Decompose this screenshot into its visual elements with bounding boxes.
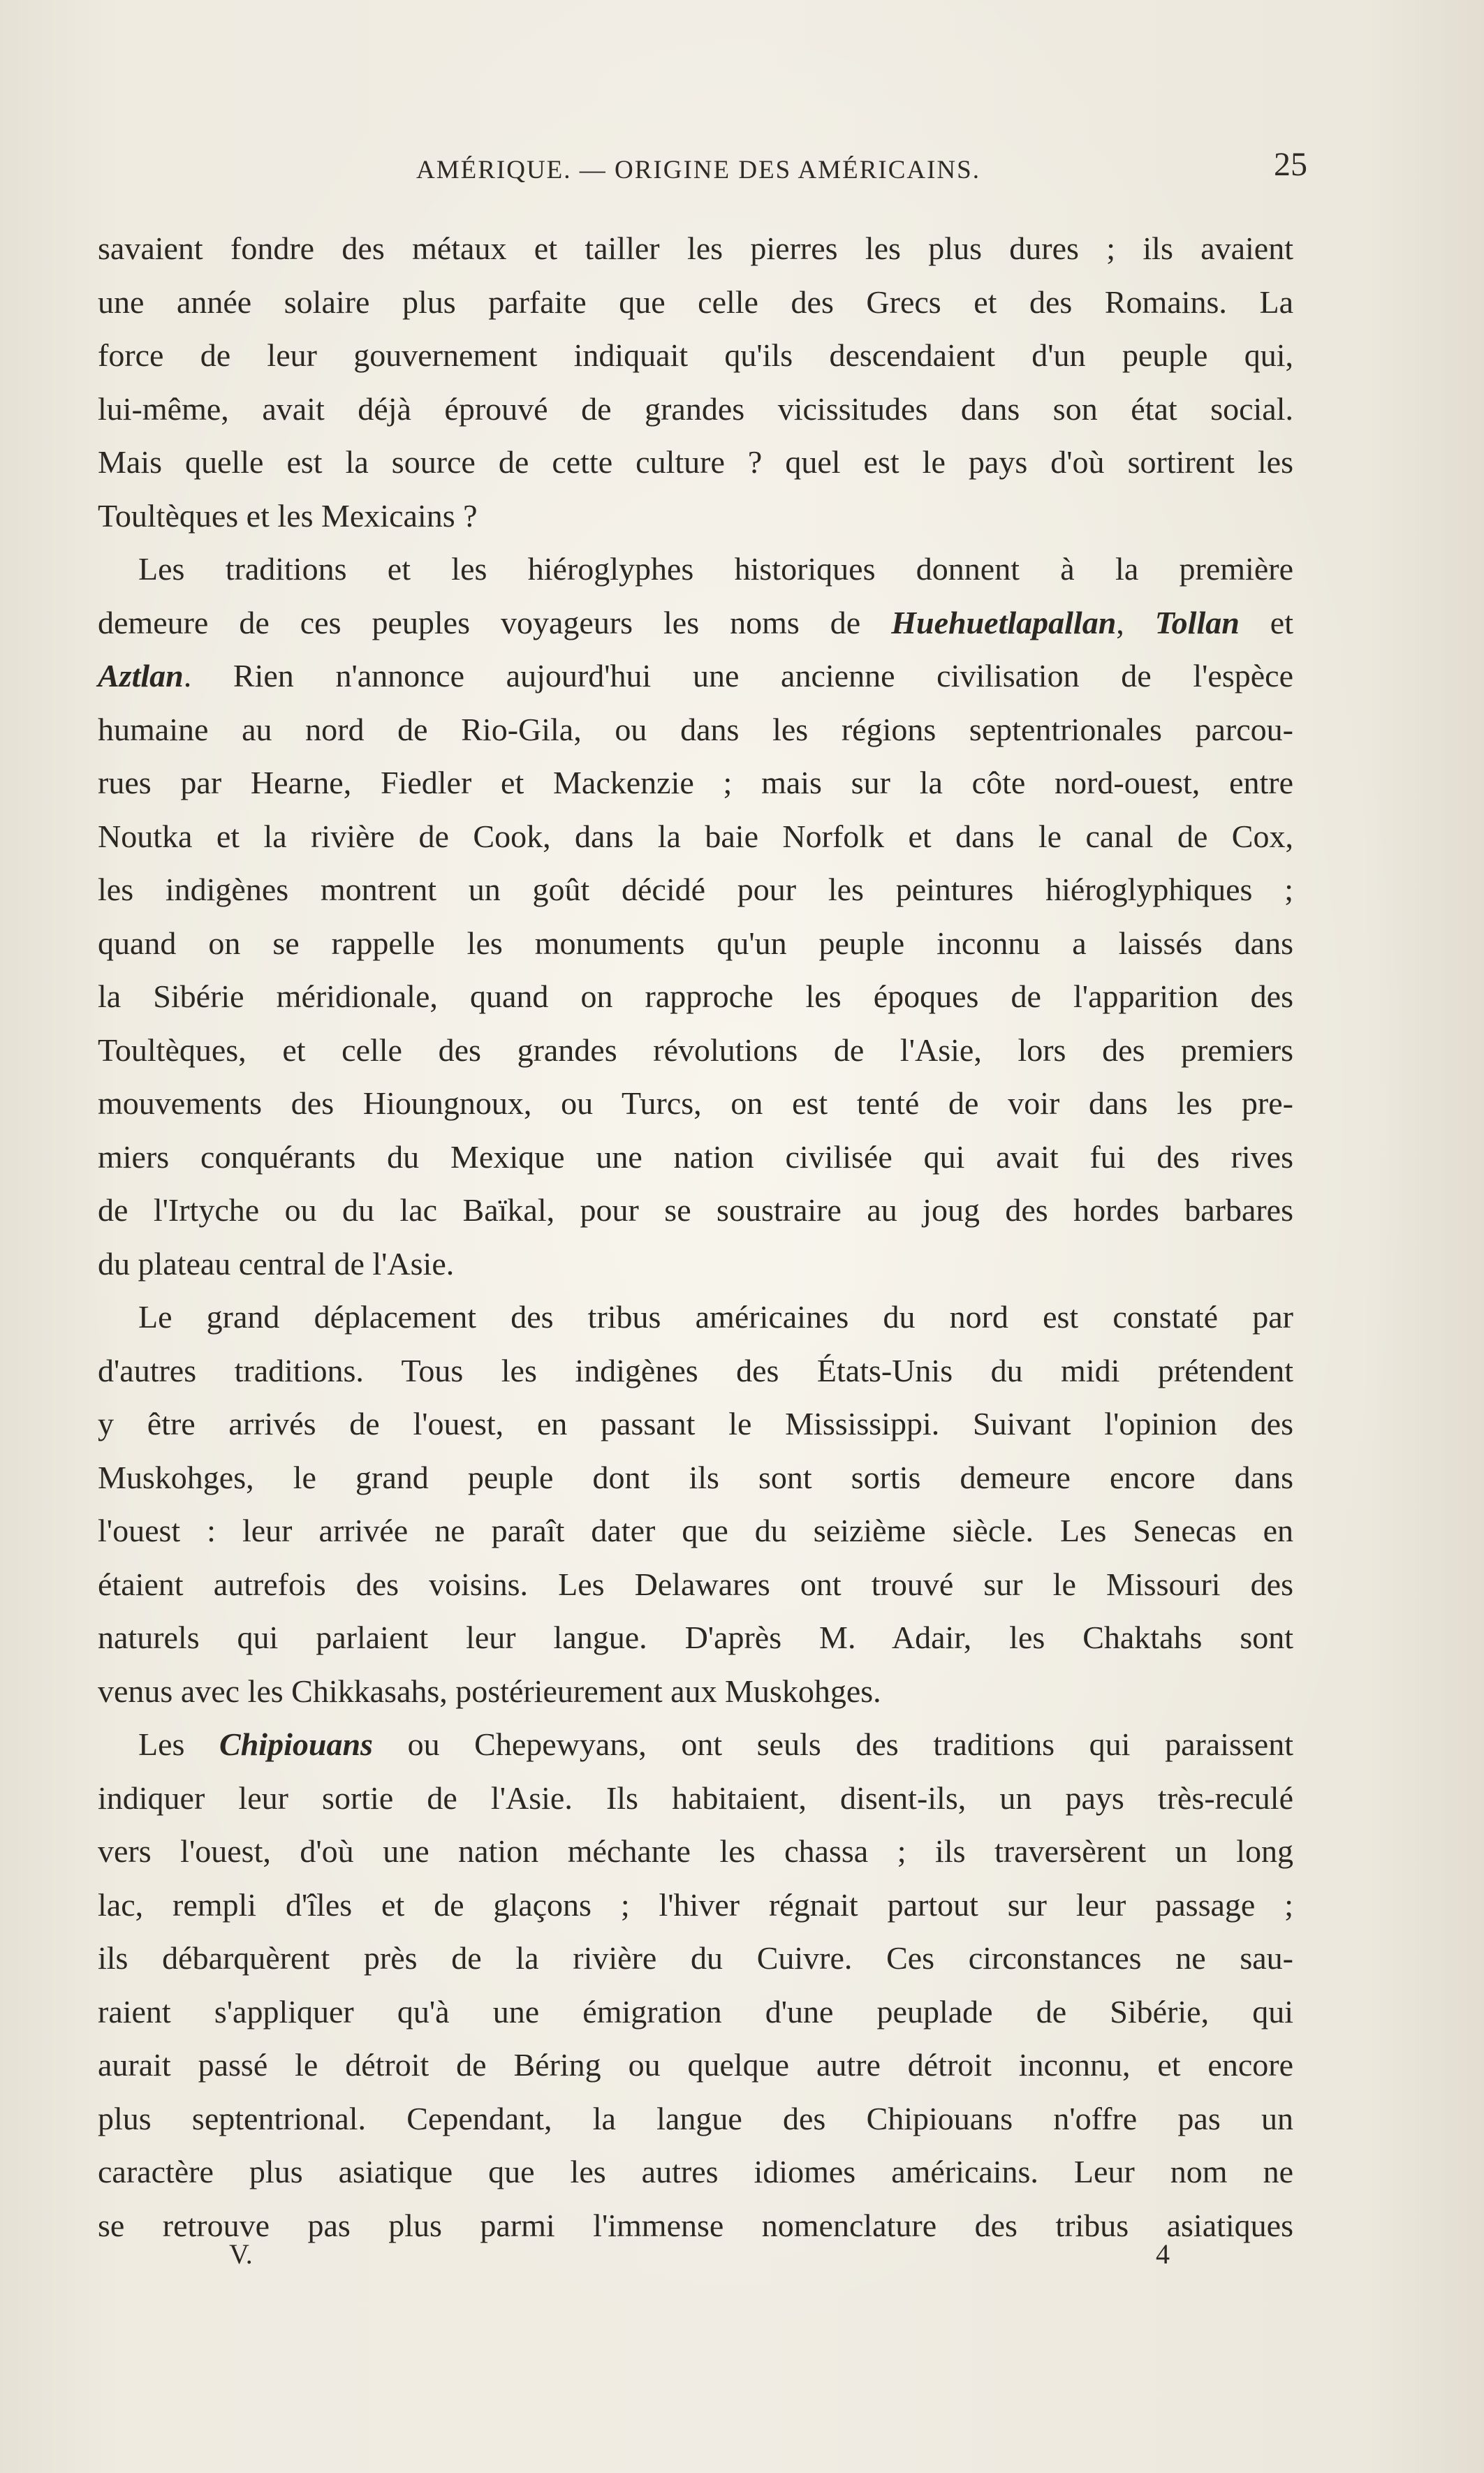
text-line (98, 1879, 1293, 1932)
signature-volume: V. (229, 2238, 253, 2270)
text-line (98, 383, 1293, 436)
running-head (98, 145, 1307, 194)
text-segment: étaient autrefois des voisins. Les Delawares ont trouvé sur le Missouri des (98, 1566, 1293, 1602)
text-line (98, 543, 1293, 596)
text-segment: aurait passé le détroit de Béring ou quelque autre détroit inconnu, et encore (98, 2047, 1293, 2083)
text-segment: force de leur gouvernement indiquait qu'ils descendaient d'un peuple qui, (98, 337, 1293, 373)
text-segment: une année solaire plus parfaite que celle des Grecs et des Romains. La (98, 284, 1293, 320)
text-line (98, 1718, 1293, 1772)
text-segment: venus avec les Chikkasahs, postérieurement aux Muskohges. (98, 1673, 881, 1709)
text-line (98, 1825, 1293, 1879)
text-segment: Les traditions et les hiéroglyphes historiques donnent à la première (138, 551, 1293, 587)
text-line (98, 1238, 1293, 1291)
text-line (98, 329, 1293, 383)
text-segment: d'autres traditions. Tous les indigènes des États-Unis du midi prétendent (98, 1352, 1293, 1388)
italic-segment: Tollan (1154, 604, 1240, 640)
text-line (98, 2039, 1293, 2092)
text-line (98, 1772, 1293, 1826)
text-line (98, 1504, 1293, 1558)
text-line (98, 917, 1293, 971)
text-line (98, 276, 1293, 330)
text-line (98, 703, 1293, 757)
text-segment: humaine au nord de Rio-Gila, ou dans les régions septentrionales parcou- (98, 711, 1293, 747)
italic-segment: Chipiouans (219, 1726, 373, 1762)
text-segment: lui-même, avait déjà éprouvé de grandes vicissitudes dans son état social. (98, 390, 1293, 427)
text-segment: Mais quelle est la source de cette culture ? quel est le pays d'où sortirent les (98, 444, 1293, 480)
signature-number: 4 (1156, 2238, 1170, 2270)
text-segment: y être arrivés de l'ouest, en passant le Mississippi. Suivant l'opinion des (98, 1406, 1293, 1441)
text-segment: du plateau central de l'Asie. (98, 1245, 455, 1282)
text-line (98, 650, 1293, 703)
text-segment: mouvements des Hioungnoux, ou Turcs, on est tenté de voir dans les pre- (98, 1085, 1293, 1121)
text-line (98, 222, 1293, 276)
text-segment: savaient fondre des métaux et tailler les pierres les plus dures ; ils avaient (98, 230, 1293, 266)
text-segment: se retrouve pas plus parmi l'immense nomenclature des tribus asiatiques (98, 2207, 1293, 2243)
body-text (98, 222, 1293, 2252)
text-segment: vers l'ouest, d'où une nation méchante les chassa ; ils traversèrent un long (98, 1833, 1293, 1869)
text-line (98, 2145, 1293, 2199)
text-line (98, 1665, 1293, 1719)
text-line (98, 1344, 1293, 1398)
text-segment: Muskohges, le grand peuple dont ils sont sortis demeure encore dans (98, 1459, 1293, 1495)
text-segment: quand on se rappelle les monuments qu'un peuple inconnu a laissés dans (98, 925, 1293, 961)
text-segment: rues par Hearne, Fiedler et Mackenzie ; mais sur la côte nord-ouest, entre (98, 765, 1293, 800)
text-segment: ou Chepewyans, ont seuls des traditions qui paraissent (372, 1726, 1294, 1762)
text-segment: . Rien n'annonce aujourd'hui une ancienne civilisation de l'espèce (183, 658, 1293, 694)
text-segment: ils débarquèrent près de la rivière du Cuivre. Ces circonstances ne sau- (98, 1940, 1293, 1976)
text-segment: l'ouest : leur arrivée ne paraît dater que du seizième siècle. Les Senecas en (98, 1513, 1293, 1548)
text-line (98, 1131, 1293, 1184)
text-line (98, 1451, 1293, 1505)
running-title: AMÉRIQUE. — ORIGINE DES AMÉRICAINS. (416, 156, 980, 184)
text-line (98, 1291, 1293, 1344)
text-segment: Toultèques, et celle des grandes révolutions de l'Asie, lors des premiers (98, 1032, 1293, 1068)
text-line (98, 863, 1293, 917)
text-segment: Toultèques et les Mexicains ? (98, 497, 478, 534)
text-segment: plus septentrional. Cependant, la langue des Chipiouans n'offre pas un (98, 2100, 1293, 2136)
text-line (98, 2092, 1293, 2146)
text-segment: Le grand déplacement des tribus américaines du nord est constaté par (138, 1299, 1293, 1335)
text-segment: Noutka et la rivière de Cook, dans la baie Norfolk et dans le canal de Cox, (98, 818, 1293, 854)
text-line (98, 490, 1293, 543)
text-segment: indiquer leur sortie de l'Asie. Ils habitaient, disent-ils, un pays très-reculé (98, 1779, 1293, 1816)
text-line (98, 1077, 1293, 1131)
text-line (98, 1024, 1293, 1078)
text-segment: miers conquérants du Mexique une nation civilisée qui avait fui des rives (98, 1138, 1293, 1175)
text-line (98, 756, 1293, 810)
text-line (98, 1397, 1293, 1451)
text-segment: caractère plus asiatique que les autres idiomes américains. Leur nom ne (98, 2154, 1293, 2189)
text-segment: la Sibérie méridionale, quand on rapproche les époques de l'apparition des (98, 978, 1293, 1014)
italic-segment: Huehuetlapallan (891, 604, 1117, 640)
text-line (98, 1932, 1293, 1986)
text-line (98, 436, 1293, 490)
text-segment: de l'Irtyche ou du lac Baïkal, pour se soustraire au joug des hordes barbares (98, 1192, 1293, 1228)
text-segment: lac, rempli d'îles et de glaçons ; l'hiver régnait partout sur leur passage ; (98, 1886, 1293, 1923)
text-segment: , (1116, 604, 1155, 640)
text-segment: demeure de ces peuples voyageurs les noms de (98, 604, 892, 640)
text-line (98, 1184, 1293, 1238)
page-number: 25 (1274, 146, 1307, 183)
text-segment: raient s'appliquer qu'à une émigration d'une peuplade de Sibérie, qui (98, 1993, 1293, 2030)
text-line (98, 810, 1293, 864)
text-segment: les indigènes montrent un goût décidé pour les peintures hiéroglyphiques ; (98, 872, 1293, 907)
text-line (98, 1558, 1293, 1612)
italic-segment: Aztlan (98, 658, 184, 694)
text-line (98, 596, 1293, 650)
text-segment: Les (138, 1726, 220, 1762)
text-segment: naturels qui parlaient leur langue. D'après M. Adair, les Chaktahs sont (98, 1620, 1293, 1655)
signature-line (98, 2235, 1293, 2284)
text-line (98, 970, 1293, 1024)
text-segment: et (1239, 604, 1294, 640)
text-line (98, 1611, 1293, 1665)
text-line (98, 1986, 1293, 2039)
